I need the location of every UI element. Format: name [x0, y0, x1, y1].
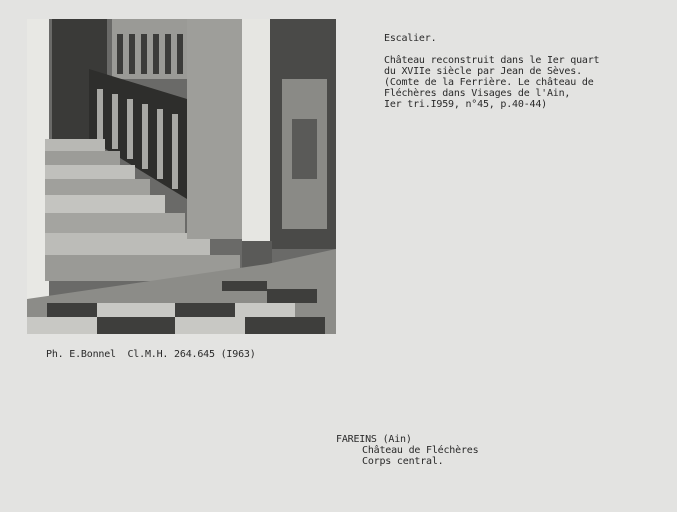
caption-title: Escalier.	[384, 33, 437, 44]
caption-line-1: Château reconstruit dans le Ier quart	[384, 55, 600, 66]
location-building: Château de Fléchères	[362, 445, 479, 456]
caption-line-4: Fléchères dans Visages de l'Ain,	[384, 88, 571, 99]
photo-credit: Ph. E.Bonnel Cl.M.H. 264.645 (I963)	[46, 349, 256, 360]
location-part: Corps central.	[362, 456, 444, 467]
caption-line-5: Ier tri.I959, n°45, p.40-44)	[384, 99, 547, 110]
staircase-photo-image	[27, 19, 336, 334]
location-commune: FAREINS (Ain)	[336, 434, 412, 445]
caption-line-2: du XVIIe siècle par Jean de Sèves.	[384, 66, 582, 77]
photograph-staircase	[27, 19, 336, 334]
caption-line-3: (Comte de la Ferrière. Le château de	[384, 77, 594, 88]
